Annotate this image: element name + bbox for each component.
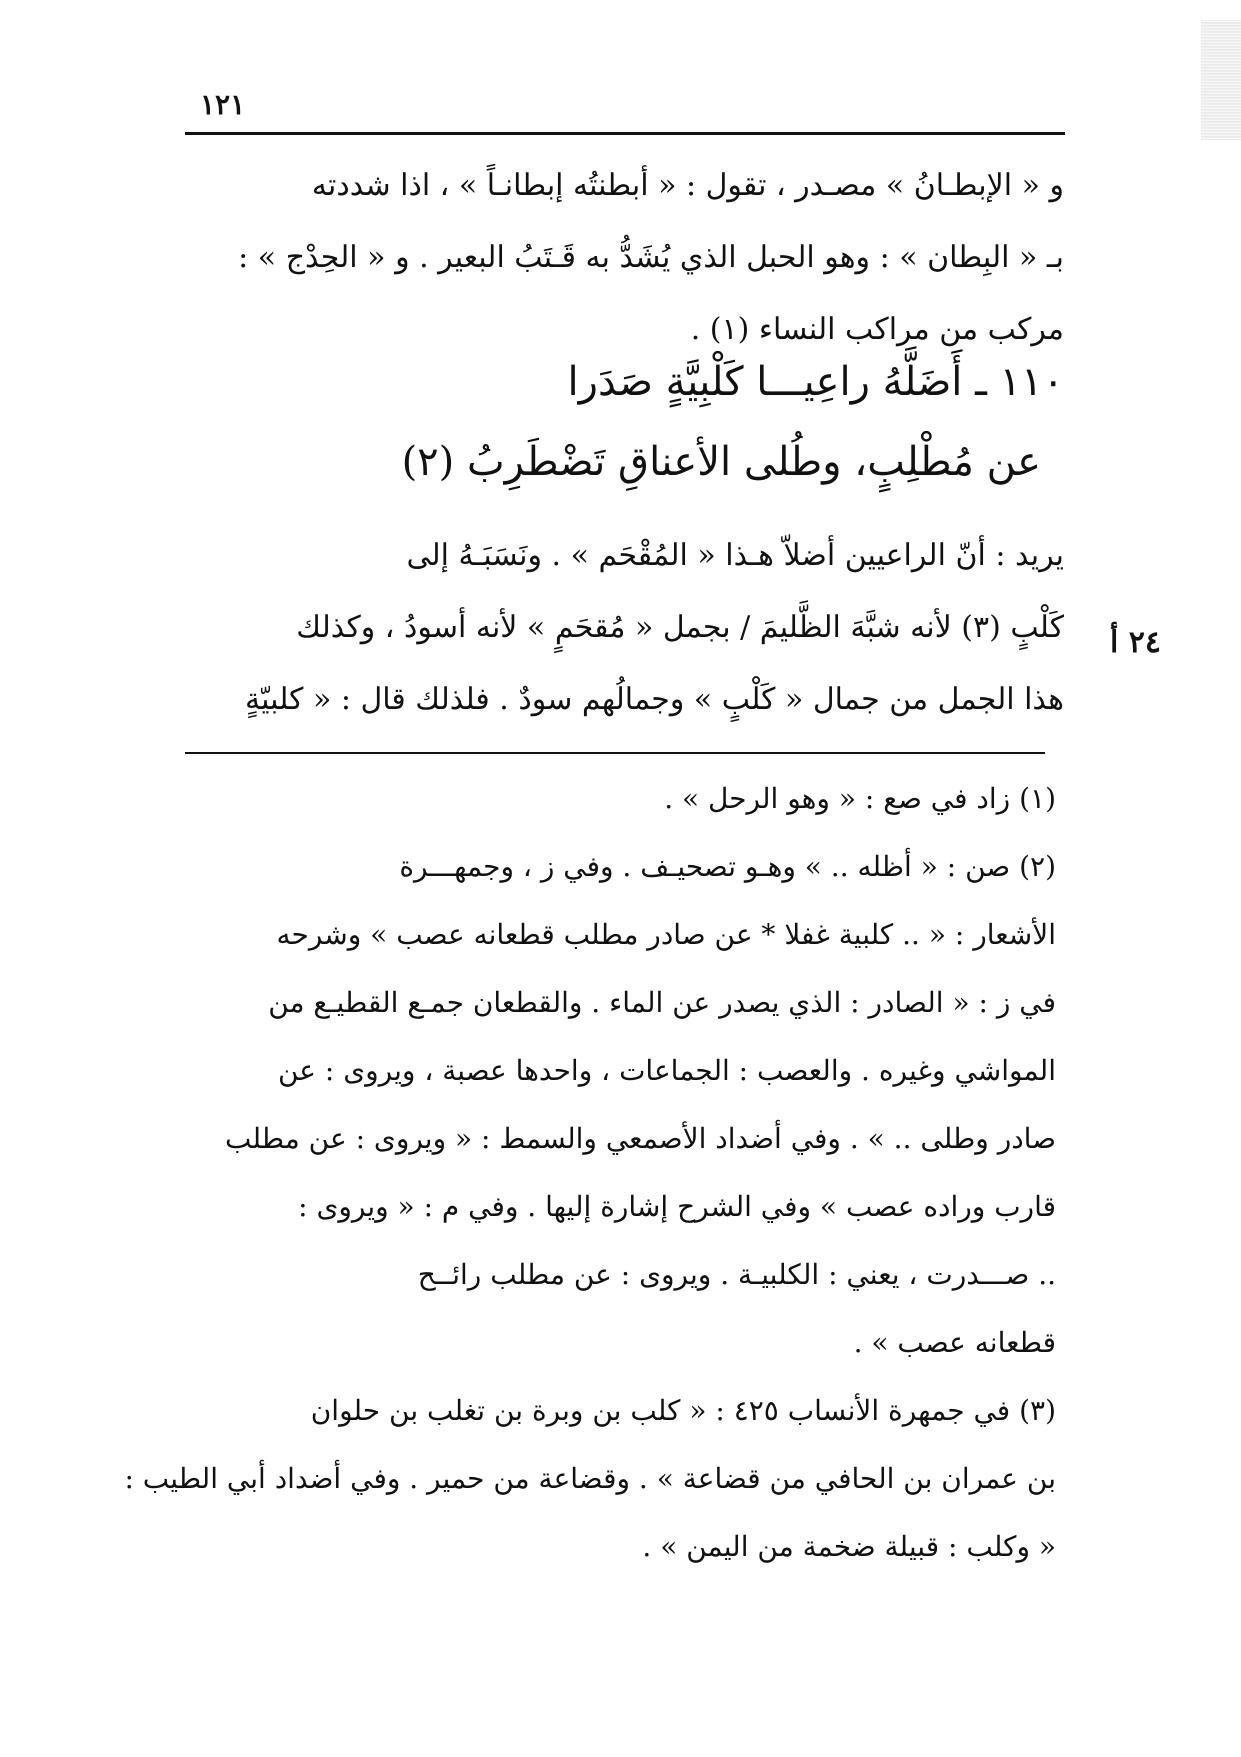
text-line: مركب من مراكب النساء (١) . — [690, 312, 1064, 347]
footnote-line: « وكلب : قبيلة ضخمة من اليمن » . — [642, 1530, 1056, 1563]
text-line: هذا الجمل من جمال « كَلْبٍ » وجمالُهم سودٌ . فلذلك قال : « كلبيّةٍ — [245, 682, 1064, 717]
page-number: ١٢١ — [200, 88, 246, 121]
footnote-line: في ز : « الصادر : الذي يصدر عن الماء . والقطعان جمـع القطيـع من — [268, 986, 1056, 1019]
footnote-line: قارب وراده عصب » وفي الشرح إشارة إليها . وفي م : « ويروى : — [298, 1190, 1056, 1223]
footnote-line: قطعانه عصب » . — [853, 1326, 1056, 1359]
footnote-line: المواشي وغيره . والعصب : الجماعات ، واحدها عصبة ، ويروى : عن — [277, 1054, 1056, 1087]
text-line: كَلْبٍ (٣) لأنه شبَّهَ الظَّليمَ / بجمل « مُقحَمٍ » لأنه أسودُ ، وكذلك — [296, 610, 1064, 645]
verse-hemistich-2: عن مُطْلِبٍ، وطُلى الأعناقِ تَضْطَرِبُ (٢) — [401, 439, 1041, 485]
text-line: يريد : أنّ الراعيين أضلاّ هـذا « المُقْحَم » . ونَسَبَـهُ إلى — [406, 538, 1064, 573]
scan-edge-shading — [1201, 20, 1241, 140]
header-rule — [185, 132, 1065, 135]
footnotes — [124, 765, 1056, 1581]
paragraph-2 — [184, 520, 1064, 736]
manuscript-folio-marker: ٢٤ أ — [1110, 625, 1162, 660]
footnote-line: صادر وطلى .. » . وفي أضداد الأصمعي والسمط : « ويروى : عن مطلب — [225, 1122, 1056, 1155]
verse-hemistich-1: ١١٠ ـ أَضَلَّهُ راعِيـــا كَلْبِيَّةٍ صَدَرا — [567, 359, 1064, 405]
footnote-line: الأشعار : « .. كلبية غفلا * عن صادر مطلب قطعانه عصب » وشرحه — [276, 918, 1056, 951]
footnote-line: (٣) في جمهرة الأنساب ٤٢٥ : « كلب بن وبرة بن تغلب بن حلوان — [310, 1394, 1056, 1427]
footnote-line: بن عمران بن الحافي من قضاعة » . وقضاعة من حمير . وفي أضداد أبي الطيب : — [124, 1462, 1056, 1495]
text-line: بـ « البِطان » : وهو الحبل الذي يُشَدُّ به قَـتَبُ البعير . و « الحِدْج » : — [238, 240, 1064, 275]
text-line: و « الإبطـانُ » مصـدر ، تقول : « أبطنتُه إبطانـاً » ، اذا شددته — [311, 168, 1064, 203]
footnote-line: (٢) صن : « أظله .. » وهـو تصحيـف . وفي ز ، وجمهـــرة — [399, 850, 1056, 883]
paragraph-1 — [184, 150, 1064, 366]
footnote-line: .. صـــدرت ، يعني : الكلبيـة . ويروى : عن مطلب رائــح — [417, 1258, 1056, 1291]
footnote-rule — [185, 752, 1045, 754]
footnote-line: (١) زاد في صع : « وهو الرحل » . — [664, 782, 1056, 815]
